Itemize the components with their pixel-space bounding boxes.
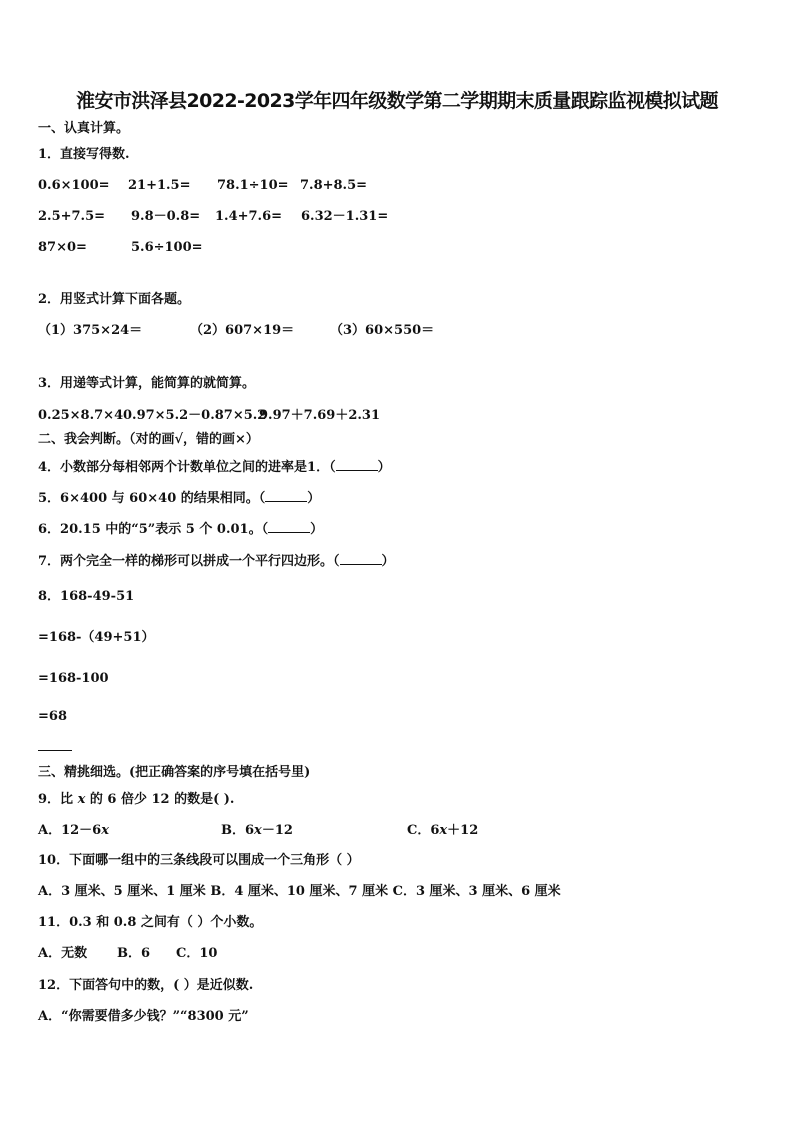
variable-x: x xyxy=(101,823,109,838)
question-8-line-3: =168-100 xyxy=(38,671,109,686)
question-4 xyxy=(38,458,391,476)
q2-item: （2）607×19＝ xyxy=(190,323,295,338)
question-4-text: 4．小数部分每相邻两个计数单位之间的进率是1．（ xyxy=(38,460,336,475)
close-paren: ） xyxy=(377,460,391,475)
q1-item: 87×0= xyxy=(38,240,87,255)
question-12: 12．下面答句中的数，( ）是近似数. xyxy=(38,978,254,993)
question-9-text: 9．比 xyxy=(38,792,78,807)
q2-item: （1）375×24＝ xyxy=(38,323,143,338)
question-7-text: 7．两个完全一样的梯形可以拼成一个平行四边形。（ xyxy=(38,554,340,569)
q1-item: 0.6×100= xyxy=(38,178,110,193)
option-a-text: A．12－6 xyxy=(38,823,102,838)
option-c-text: ＋12 xyxy=(447,823,479,838)
q1-item: 7.8+8.5= xyxy=(300,178,368,193)
q1-item: 6.32－1.31= xyxy=(301,209,389,224)
question-2-label: 2．用竖式计算下面各题。 xyxy=(38,292,191,307)
question-1-label: 1．直接写得数. xyxy=(38,147,130,162)
q1-item: 78.1÷10= xyxy=(217,178,289,193)
question-9 xyxy=(38,792,234,808)
q3-item: 0.25×8.7×4 xyxy=(38,408,124,423)
q1-item: 5.6÷100= xyxy=(131,240,203,255)
option-b[interactable] xyxy=(221,823,293,839)
section-1-heading: 一、认真计算。 xyxy=(38,121,130,136)
option-a[interactable] xyxy=(38,823,109,839)
variable-x: x xyxy=(254,823,262,838)
question-10-options[interactable]: A．3 厘米、5 厘米、1 厘米 B．4 厘米、10 厘米、7 厘米 C．3 厘米、3 厘米、6 厘米 xyxy=(38,884,561,899)
close-paren: ） xyxy=(381,554,395,569)
answer-blank[interactable] xyxy=(336,458,378,471)
question-10: 10．下面哪一组中的三条线段可以围成一个三角形（ ） xyxy=(38,853,360,868)
answer-blank[interactable] xyxy=(340,552,382,565)
option-c[interactable] xyxy=(407,823,478,839)
question-8-line-1: 8．168-49-51 xyxy=(38,589,135,604)
q1-item: 1.4+7.6= xyxy=(215,209,283,224)
question-5 xyxy=(38,489,320,507)
option-a[interactable]: A．“你需要借多少钱？”“8300 元” xyxy=(38,1009,249,1024)
question-5-text: 5．6×400 与 60×40 的结果相同。（ xyxy=(38,491,266,506)
option-c[interactable]: C．10 xyxy=(176,946,218,961)
section-2-heading: 二、我会判断。（对的画√，错的画×） xyxy=(38,432,259,447)
q3-item: 0.97×5.2－0.87×5.2 xyxy=(123,408,267,423)
option-a[interactable]: A．无数 xyxy=(38,946,88,961)
section-3-heading: 三、精挑细选。(把正确答案的序号填在括号里) xyxy=(38,765,311,780)
question-6 xyxy=(38,520,323,538)
question-8-line-2: =168-（49+51） xyxy=(38,630,155,645)
q2-item: （3）60×550＝ xyxy=(330,323,435,338)
variable-x: x xyxy=(439,823,448,838)
question-3-label: 3．用递等式计算，能简算的就简算。 xyxy=(38,376,256,391)
q1-item: 2.5+7.5= xyxy=(38,209,106,224)
answer-blank[interactable] xyxy=(265,489,307,502)
answer-blank[interactable] xyxy=(268,520,310,533)
question-9-text: 的 6 倍少 12 的数是( ). xyxy=(85,792,235,807)
q1-item: 21+1.5= xyxy=(128,178,191,193)
question-11: 11．0.3 和 0.8 之间有（ ）个小数。 xyxy=(38,915,263,930)
option-b-text: B．6 xyxy=(221,823,255,838)
option-c-text: C．6 xyxy=(407,823,440,838)
close-paren: ） xyxy=(310,522,324,537)
question-7 xyxy=(38,552,395,570)
q3-item: 9.97＋7.69＋2.31 xyxy=(259,408,380,423)
variable-x: x xyxy=(77,792,86,807)
close-paren: ） xyxy=(307,491,321,506)
page-title: 淮安市洪泽县2022-2023学年四年级数学第二学期期末质量跟踪监视模拟试题 xyxy=(76,90,718,112)
question-6-text: 6．20.15 中的“5”表示 5 个 0.01。（ xyxy=(38,522,269,537)
option-b[interactable]: B．6 xyxy=(117,946,151,961)
answer-blank[interactable] xyxy=(38,749,72,751)
q1-item: 9.8－0.8= xyxy=(131,209,201,224)
question-8-line-4: =68 xyxy=(38,709,67,724)
option-b-text: －12 xyxy=(261,823,293,838)
